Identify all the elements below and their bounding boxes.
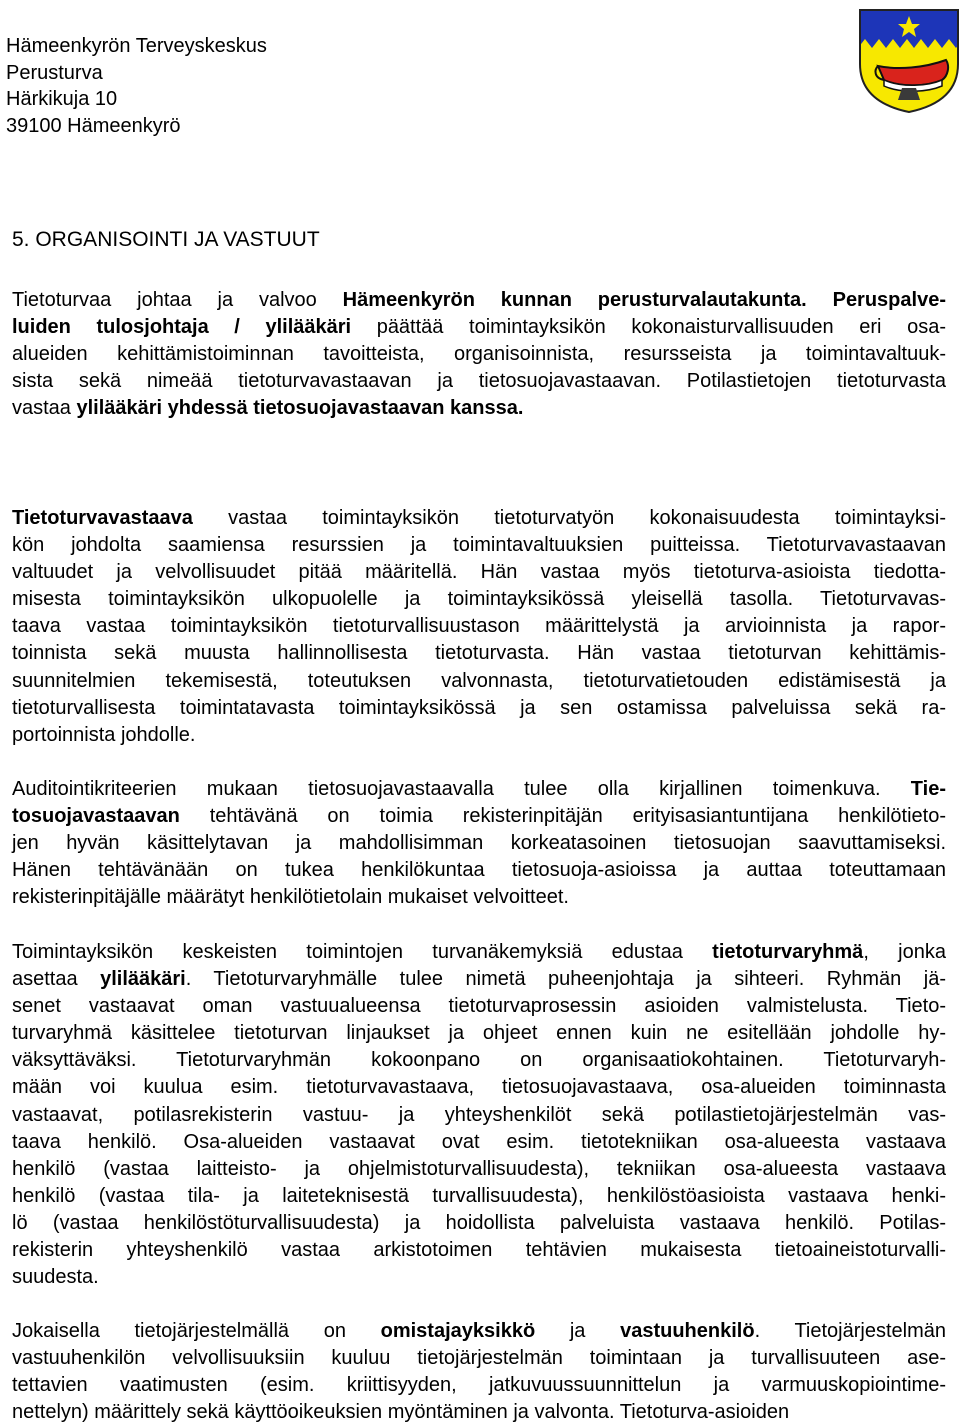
text-run: henkilö (vastaa laitteisto- ja ohjelmistoturvallisuudesta), tekniikan osa-alueesta vastaava bbox=[12, 1157, 946, 1180]
text-line bbox=[12, 830, 946, 857]
text-line bbox=[12, 1047, 946, 1074]
text-run: sista sekä nimeää tietoturvavastaavan ja tietosuojavastaavan. Potilastietojen tietoturvasta bbox=[12, 370, 946, 393]
paragraph-system-ownership bbox=[12, 1318, 946, 1426]
text-run: lö (vastaa henkilöstöturvallisuudesta) ja hoidollista palveluista vastaava henkilö. Potilas- bbox=[12, 1211, 946, 1234]
organization-name: Hämeenkyrön Terveyskeskus bbox=[6, 35, 267, 57]
text-line bbox=[12, 1156, 946, 1183]
text-line bbox=[12, 884, 946, 911]
text-run: alueiden kehittämistoiminnan tavoitteista, organisoinnista, resursseista ja toimintavaltuuk- bbox=[12, 343, 946, 366]
text-run: suudesta. bbox=[12, 1266, 99, 1289]
text-line bbox=[12, 532, 946, 559]
paragraph-organization bbox=[12, 287, 946, 422]
text-line bbox=[12, 559, 946, 586]
emphasized-text: Tietoturvavastaava bbox=[12, 507, 193, 529]
text-run: suunnitelmien tekemisestä, toteutuksen valvonnasta, tietoturvatietouden edistämisestä ja bbox=[12, 669, 946, 692]
text-run: tettavien vaatimusten (esim. kriittisyyden, jatkuvuussuunnittelun ja varmuuskopiointime- bbox=[12, 1374, 946, 1397]
paragraph-security-group bbox=[12, 939, 946, 1291]
emphasized-text: luiden tulosjohtaja / ylilääkäri bbox=[12, 316, 352, 339]
text-run: vastuuhenkilön velvollisuuksiin kuuluu tietojärjestelmän toimintaan ja turvallisuuteen ase- bbox=[12, 1347, 946, 1370]
text-run: taava vastaa toimintayksikön tietoturvallisuustason määrittelystä ja arvioinnista ja rapor- bbox=[12, 615, 946, 638]
text-line bbox=[12, 1399, 946, 1426]
text-line bbox=[12, 1020, 946, 1047]
text-line bbox=[12, 1129, 946, 1156]
emphasized-text: Tie- bbox=[910, 778, 946, 800]
text-line bbox=[12, 668, 946, 695]
text-run: asettaa bbox=[12, 968, 101, 991]
text-run: Tietoturvaa johtaa ja valvoo bbox=[12, 289, 343, 311]
text-line bbox=[12, 341, 946, 368]
text-run: päättää toimintayksikön kokonaisturvallisuuden eri osa- bbox=[351, 316, 946, 339]
text-line bbox=[12, 1237, 946, 1264]
text-run: ja bbox=[535, 1320, 621, 1342]
text-line bbox=[12, 803, 946, 830]
text-line bbox=[12, 776, 946, 803]
street-address: Härkikuja 10 bbox=[6, 88, 118, 110]
paragraph-security-officer bbox=[12, 505, 946, 749]
text-line bbox=[12, 1318, 946, 1345]
text-run: väksyttäväksi. Tietoturvaryhmän kokoonpano on organisaatiokohtainen. Tietoturvaryh- bbox=[12, 1049, 946, 1072]
emphasized-text: ylilääkäri yhdessä tietosuojavastaavan kanssa. bbox=[76, 397, 524, 420]
text-line bbox=[12, 368, 946, 395]
text-line bbox=[12, 640, 946, 667]
text-run: Toimintayksikön keskeisten toimintojen turvanäkemyksiä edustaa bbox=[12, 941, 713, 963]
text-run: mään voi kuulua esim. tietoturvavastaava, tietosuojavastaava, osa-alueiden toiminnasta bbox=[12, 1076, 946, 1099]
text-run: portoinnista johdolle. bbox=[12, 723, 196, 746]
text-line bbox=[12, 695, 946, 722]
text-run: Hänen tehtävänään on tukea henkilökuntaa tietosuoja-asioissa ja auttaa toteuttamaan bbox=[12, 859, 946, 882]
text-run: rekisterinpitäjälle määrätyt henkilötietolain mukaiset velvoitteet. bbox=[12, 886, 569, 909]
text-run: misesta toimintayksikön ulkopuolelle ja toimintayksikössä yleisellä tasolla. Tietoturvavas- bbox=[12, 588, 946, 611]
text-run: senet vastaavat oman vastuualueensa tietoturvaprosessin asioiden valmistelusta. Tieto- bbox=[12, 995, 946, 1018]
text-line bbox=[12, 1102, 946, 1129]
text-line bbox=[12, 287, 946, 314]
section-heading: 5. ORGANISOINTI JA VASTUUT bbox=[12, 228, 320, 251]
text-run: tehtävänä on toimia rekisterinpitäjän erityisasiantuntijana henkilötieto- bbox=[179, 805, 946, 828]
department-name: Perusturva bbox=[6, 61, 103, 84]
text-run: nettelyn) määrittely sekä käyttöoikeuksien myöntäminen ja valvonta. Tietoturva-asioiden bbox=[12, 1401, 790, 1424]
text-run: henkilö (vastaa tila- ja laiteteknisestä turvallisuudesta), henkilöstöasioista vastaava henki- bbox=[12, 1184, 946, 1207]
text-run: . Tietojärjestelmän bbox=[754, 1320, 946, 1342]
text-run: toinnista sekä muusta hallinnollisesta tietoturvasta. Hän vastaa tietoturvan kehittämis- bbox=[12, 642, 946, 665]
text-line bbox=[12, 1074, 946, 1101]
organization-address bbox=[6, 33, 267, 139]
text-run: turvaryhmä käsittelee tietoturvan linjaukset ja ohjeet ennen kuin ne esitellään johdolle hy- bbox=[12, 1022, 946, 1045]
emphasized-text: tosuojavastaavan bbox=[12, 805, 180, 828]
text-run: vastaa toimintayksikön tietoturvatyön kokonaisuudesta toimintayksi- bbox=[192, 507, 946, 529]
text-line bbox=[12, 314, 946, 341]
text-run: valtuudet ja velvollisuudet pitää määritellä. Hän vastaa myös tietoturva-asioista tiedotta- bbox=[12, 561, 946, 584]
municipal-coat-of-arms-icon bbox=[858, 8, 960, 114]
emphasized-text: ylilääkäri bbox=[100, 968, 186, 991]
emphasized-text: tietoturvaryhmä bbox=[712, 941, 864, 963]
text-run: Auditointikriteerien mukaan tietosuojavastaavalla tulee olla kirjallinen toimenkuva. bbox=[12, 778, 911, 800]
text-run: taava henkilö. Osa-alueiden vastaavat ovat esim. tietotekniikan osa-alueesta vastaava bbox=[12, 1130, 946, 1153]
text-run: , jonka bbox=[863, 941, 946, 963]
emphasized-text: Hämeenkyrön kunnan perusturvalautakunta. Peruspalve- bbox=[342, 289, 946, 311]
emphasized-text: vastuuhenkilö bbox=[620, 1320, 755, 1342]
text-line bbox=[12, 1183, 946, 1210]
text-line bbox=[12, 857, 946, 884]
text-run: kön johdolta saamiensa resurssien ja toimintavaltuuksien puitteissa. Tietoturvavastaavan bbox=[12, 534, 946, 557]
text-line bbox=[12, 939, 946, 966]
text-line bbox=[12, 505, 946, 532]
text-line bbox=[12, 1264, 946, 1291]
paragraph-privacy-officer bbox=[12, 776, 946, 911]
emphasized-text: omistajayksikkö bbox=[380, 1320, 536, 1342]
postal-address: 39100 Hämeenkyrö bbox=[6, 114, 181, 137]
text-run: tietoturvallisesta toimintatavasta toimintayksikössä ja sen ostamissa palveluissa sekä ra- bbox=[12, 696, 946, 719]
text-run: jen hyvän käsittelytavan ja mahdollisimman korkeatasoinen tietosuojan saavuttamiseksi. bbox=[12, 832, 946, 855]
text-run: . Tietoturvaryhmälle tulee nimetä puheenjohtaja ja sihteeri. Ryhmän jä- bbox=[185, 968, 946, 991]
text-line bbox=[12, 1372, 946, 1399]
text-run: rekisterin yhteyshenkilö vastaa arkistotoimen tehtävien mukaisesta tietoaineistoturvalli- bbox=[12, 1239, 946, 1262]
text-run: vastaa bbox=[12, 397, 77, 420]
text-run: vastaavat, potilasrekisterin vastuu- ja yhteyshenkilöt sekä potilastietojärjestelmän vas- bbox=[12, 1103, 946, 1126]
text-line bbox=[12, 586, 946, 613]
text-line bbox=[12, 966, 946, 993]
text-run: Jokaisella tietojärjestelmällä on bbox=[12, 1320, 381, 1342]
text-line bbox=[12, 993, 946, 1020]
text-line bbox=[12, 395, 946, 422]
text-line bbox=[12, 722, 946, 749]
text-line bbox=[12, 1345, 946, 1372]
text-line bbox=[12, 613, 946, 640]
text-line bbox=[12, 1210, 946, 1237]
